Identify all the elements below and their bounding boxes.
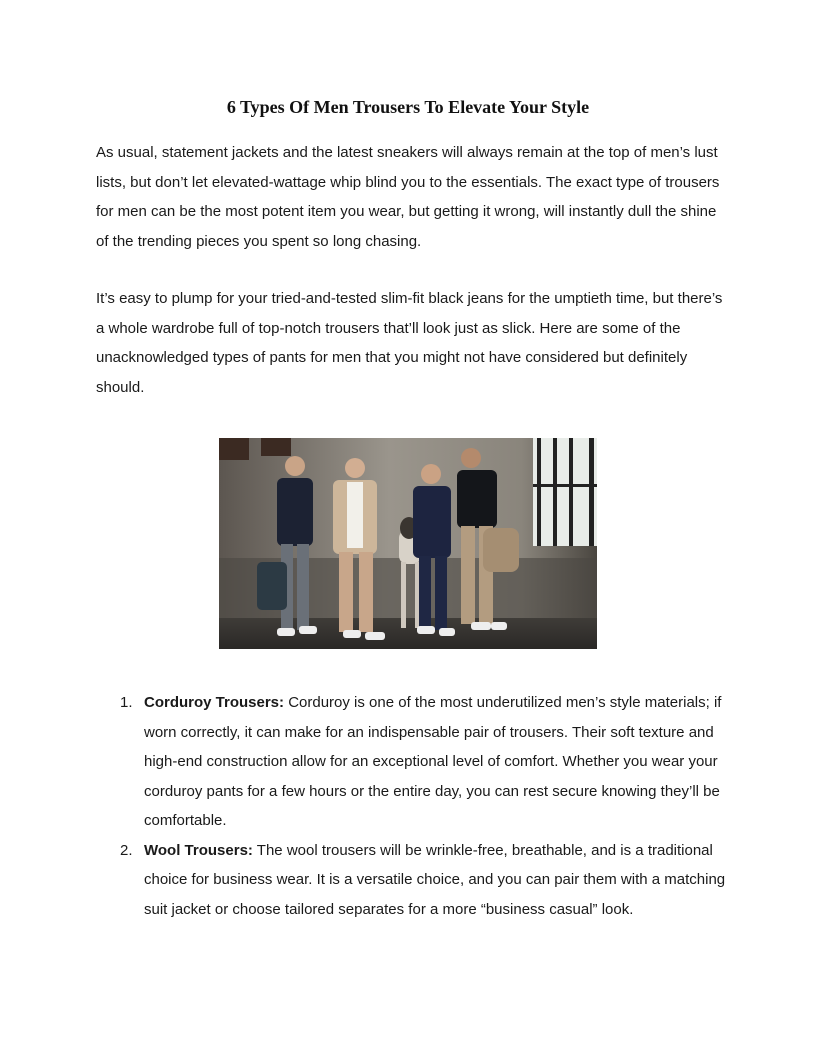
men-trousers-photo [219,438,597,649]
list-item-text: The wool trousers will be wrinkle-free, breathable, and is a traditional choice for business wear. It is a versatile choice, and you can pair them with a matching suit jacket or choose tailored separates for a more “business casual” look. [144,841,726,918]
list-item-number: 2. [120,841,133,859]
intro-paragraph-2: It’s easy to plump for your tried-and-tested slim-fit black jeans for the umptieth time, but there’s a whole wardrobe full of top-notch trousers that’ll look just as slick. Here are some of the unacknowledged types of pants for men that you might not have considered but definitely should. [96,290,723,396]
list-item [96,836,726,925]
trouser-types-list [96,688,726,924]
page-title: 6 Types Of Men Trousers To Elevate Your Style [226,97,590,117]
list-item-text: Corduroy is one of the most underutilized men’s style materials; if worn correctly, it can make for an indispensable pair of trousers. Their soft texture and high-end construction allow for an exceptional level of comfort. Whether you wear your corduroy pants for a few hours or the entire day, you can rest secure knowing they’ll be comfortable. [144,694,722,829]
list-item-heading: Wool Trousers: [144,841,253,859]
list-item-number: 1. [120,694,133,711]
intro-paragraph-1: As usual, statement jackets and the latest sneakers will always remain at the top of men’s lust lists, but don’t let elevated-wattage whip blind you to the essentials. The exact type of trousers for men can be the most potent item you wear, but getting it wrong, will instantly dull the shine of the trending pieces you spent so long chasing. [96,144,720,250]
list-item-heading: Corduroy Trousers: [144,694,285,711]
list-item [96,688,726,836]
